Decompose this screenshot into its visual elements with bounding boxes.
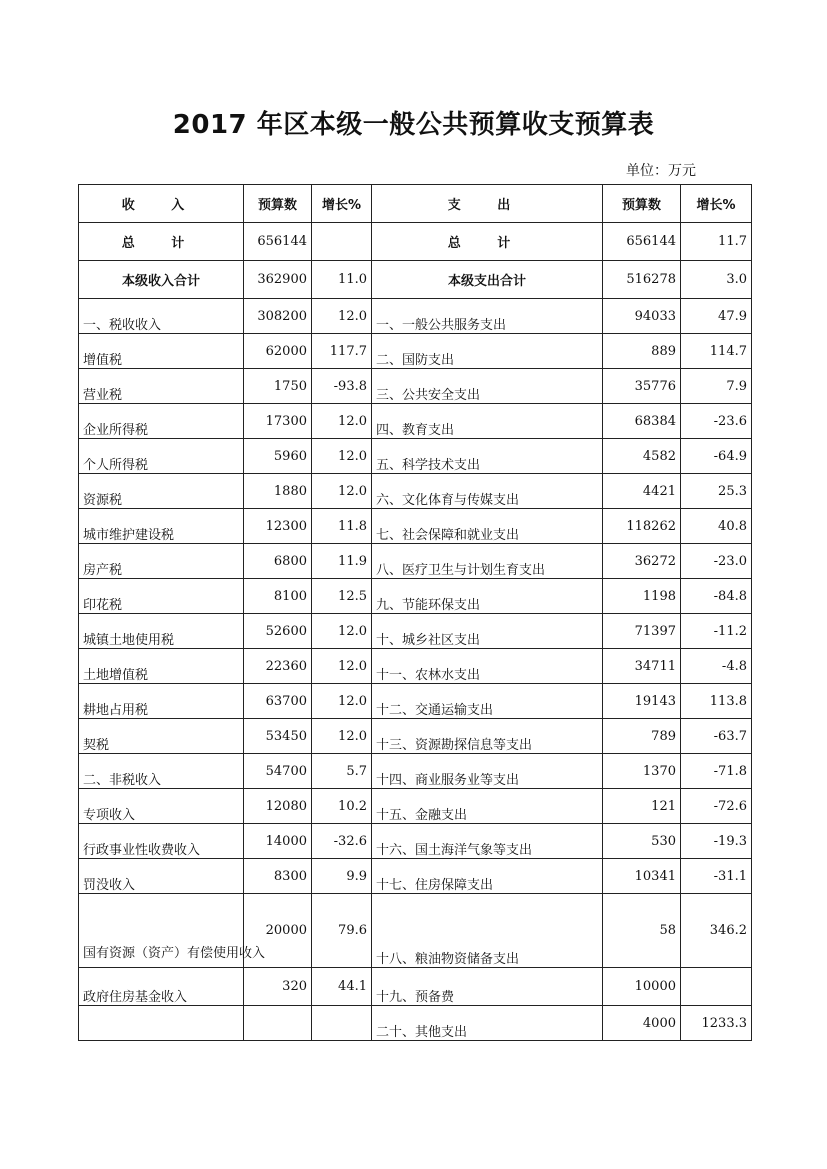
income-item: 增值税	[79, 334, 244, 369]
expense-budget: 19143	[603, 684, 681, 719]
expense-growth: -23.6	[681, 404, 752, 439]
expense-item: 二十、其他支出	[372, 1006, 603, 1041]
table-row	[79, 968, 752, 1006]
expense-growth: -31.1	[681, 859, 752, 894]
table-row	[79, 754, 752, 789]
income-growth: 10.2	[312, 789, 372, 824]
income-subtotal-growth: 11.0	[312, 261, 372, 299]
income-budget: 1750	[244, 369, 312, 404]
table-row	[79, 579, 752, 614]
income-header: 收 入	[79, 185, 244, 223]
table-row	[79, 544, 752, 579]
expense-budget: 889	[603, 334, 681, 369]
income-budget: 20000	[244, 894, 312, 968]
expense-item: 六、文化体育与传媒支出	[372, 474, 603, 509]
expense-budget: 121	[603, 789, 681, 824]
income-budget: 54700	[244, 754, 312, 789]
expense-growth: 113.8	[681, 684, 752, 719]
income-budget: 14000	[244, 824, 312, 859]
expense-budget: 530	[603, 824, 681, 859]
income-growth: 12.0	[312, 684, 372, 719]
expense-item: 十六、国土海洋气象等支出	[372, 824, 603, 859]
income-total-growth	[312, 223, 372, 261]
table-row	[79, 789, 752, 824]
table-row	[79, 859, 752, 894]
income-total-label: 总 计	[79, 223, 244, 261]
budget-table-body	[79, 185, 752, 1041]
income-item: 城市维护建设税	[79, 509, 244, 544]
expense-growth: 7.9	[681, 369, 752, 404]
table-row	[79, 369, 752, 404]
income-growth: -93.8	[312, 369, 372, 404]
expense-item: 二、国防支出	[372, 334, 603, 369]
income-budget: 12080	[244, 789, 312, 824]
income-item: 个人所得税	[79, 439, 244, 474]
expense-item: 一、一般公共服务支出	[372, 299, 603, 334]
income-budget: 5960	[244, 439, 312, 474]
income-item: 城镇土地使用税	[79, 614, 244, 649]
income-budget: 22360	[244, 649, 312, 684]
expense-growth: 40.8	[681, 509, 752, 544]
income-budget: 320	[244, 968, 312, 1006]
expense-item: 十五、金融支出	[372, 789, 603, 824]
income-item: 土地增值税	[79, 649, 244, 684]
expense-growth: -72.6	[681, 789, 752, 824]
table-row	[79, 824, 752, 859]
expense-budget: 789	[603, 719, 681, 754]
expense-budget: 4421	[603, 474, 681, 509]
income-subtotal-label: 本级收入合计	[79, 261, 244, 299]
income-item: 耕地占用税	[79, 684, 244, 719]
expense-budget: 4582	[603, 439, 681, 474]
expense-item: 九、节能环保支出	[372, 579, 603, 614]
expense-budget: 10341	[603, 859, 681, 894]
income-budget	[244, 1006, 312, 1041]
expense-growth: -4.8	[681, 649, 752, 684]
expense-growth: -64.9	[681, 439, 752, 474]
income-growth: -32.6	[312, 824, 372, 859]
income-growth: 117.7	[312, 334, 372, 369]
income-item: 房产税	[79, 544, 244, 579]
table-row	[79, 614, 752, 649]
income-total-budget: 656144	[244, 223, 312, 261]
expense-item: 八、医疗卫生与计划生育支出	[372, 544, 603, 579]
income-growth: 12.5	[312, 579, 372, 614]
expense-growth-header: 增长%	[681, 185, 752, 223]
income-item: 罚没收入	[79, 859, 244, 894]
income-item: 一、税收收入	[79, 299, 244, 334]
expense-growth: 1233.3	[681, 1006, 752, 1041]
expense-item: 十、城乡社区支出	[372, 614, 603, 649]
header-row	[79, 185, 752, 223]
expense-budget: 68384	[603, 404, 681, 439]
expense-total-budget: 656144	[603, 223, 681, 261]
expense-growth: 346.2	[681, 894, 752, 968]
income-growth: 12.0	[312, 474, 372, 509]
expense-growth: -63.7	[681, 719, 752, 754]
table-row	[79, 894, 752, 968]
income-item: 契税	[79, 719, 244, 754]
table-row	[79, 509, 752, 544]
expense-budget: 1198	[603, 579, 681, 614]
income-item: 资源税	[79, 474, 244, 509]
expense-growth: -71.8	[681, 754, 752, 789]
expense-item: 三、公共安全支出	[372, 369, 603, 404]
expense-budget: 94033	[603, 299, 681, 334]
expense-budget: 36272	[603, 544, 681, 579]
income-growth: 11.9	[312, 544, 372, 579]
table-row	[79, 299, 752, 334]
expense-growth: 114.7	[681, 334, 752, 369]
expense-item: 十四、商业服务业等支出	[372, 754, 603, 789]
subtotal-row	[79, 261, 752, 299]
expense-item: 十一、农林水支出	[372, 649, 603, 684]
expense-subtotal-budget: 516278	[603, 261, 681, 299]
expense-budget: 10000	[603, 968, 681, 1006]
expense-item: 十三、资源勘探信息等支出	[372, 719, 603, 754]
expense-item: 十二、交通运输支出	[372, 684, 603, 719]
expense-growth: 25.3	[681, 474, 752, 509]
table-row	[79, 684, 752, 719]
table-row	[79, 404, 752, 439]
expense-item: 十七、住房保障支出	[372, 859, 603, 894]
expense-budget: 71397	[603, 614, 681, 649]
income-growth: 9.9	[312, 859, 372, 894]
income-budget-header: 预算数	[244, 185, 312, 223]
income-subtotal-budget: 362900	[244, 261, 312, 299]
expense-subtotal-label: 本级支出合计	[372, 261, 603, 299]
income-budget: 63700	[244, 684, 312, 719]
expense-growth	[681, 968, 752, 1006]
income-budget: 17300	[244, 404, 312, 439]
expense-growth: -11.2	[681, 614, 752, 649]
income-growth: 79.6	[312, 894, 372, 968]
expense-subtotal-growth: 3.0	[681, 261, 752, 299]
income-item: 营业税	[79, 369, 244, 404]
table-row	[79, 334, 752, 369]
expense-budget: 34711	[603, 649, 681, 684]
table-row	[79, 439, 752, 474]
budget-table	[78, 184, 752, 1041]
income-budget: 1880	[244, 474, 312, 509]
income-budget: 8100	[244, 579, 312, 614]
income-item: 行政事业性收费收入	[79, 824, 244, 859]
expense-growth: -23.0	[681, 544, 752, 579]
table-row	[79, 649, 752, 684]
expense-budget-header: 预算数	[603, 185, 681, 223]
expense-budget: 35776	[603, 369, 681, 404]
expense-item: 七、社会保障和就业支出	[372, 509, 603, 544]
income-growth: 44.1	[312, 968, 372, 1006]
expense-budget: 4000	[603, 1006, 681, 1041]
expense-budget: 118262	[603, 509, 681, 544]
expense-item: 十九、预备费	[372, 968, 603, 1006]
income-budget: 8300	[244, 859, 312, 894]
expense-growth: -84.8	[681, 579, 752, 614]
expense-total-label: 总 计	[372, 223, 603, 261]
table-row	[79, 1006, 752, 1041]
income-item: 二、非税收入	[79, 754, 244, 789]
income-growth: 12.0	[312, 719, 372, 754]
income-growth: 11.8	[312, 509, 372, 544]
income-growth: 12.0	[312, 439, 372, 474]
table-row	[79, 719, 752, 754]
income-growth: 5.7	[312, 754, 372, 789]
expense-item: 十八、粮油物资储备支出	[372, 894, 603, 968]
income-growth	[312, 1006, 372, 1041]
income-growth: 12.0	[312, 404, 372, 439]
expense-total-growth: 11.7	[681, 223, 752, 261]
expense-header: 支 出	[372, 185, 603, 223]
income-budget: 6800	[244, 544, 312, 579]
income-budget: 52600	[244, 614, 312, 649]
income-growth: 12.0	[312, 299, 372, 334]
income-growth: 12.0	[312, 614, 372, 649]
income-growth: 12.0	[312, 649, 372, 684]
expense-growth: -19.3	[681, 824, 752, 859]
unit-label: 单位：万元	[626, 163, 696, 179]
expense-item: 四、教育支出	[372, 404, 603, 439]
income-item: 企业所得税	[79, 404, 244, 439]
expense-growth: 47.9	[681, 299, 752, 334]
income-growth-header: 增长%	[312, 185, 372, 223]
income-item: 专项收入	[79, 789, 244, 824]
income-budget: 12300	[244, 509, 312, 544]
income-item: 国有资源（资产）有偿使用收入	[79, 894, 244, 968]
expense-budget: 1370	[603, 754, 681, 789]
income-item	[79, 1006, 244, 1041]
expense-item: 五、科学技术支出	[372, 439, 603, 474]
table-row	[79, 474, 752, 509]
income-budget: 53450	[244, 719, 312, 754]
total-row	[79, 223, 752, 261]
income-item: 印花税	[79, 579, 244, 614]
income-budget: 62000	[244, 334, 312, 369]
income-budget: 308200	[244, 299, 312, 334]
expense-budget: 58	[603, 894, 681, 968]
page-title: 2017 年区本级一般公共预算收支预算表	[172, 110, 655, 140]
income-item: 政府住房基金收入	[79, 968, 244, 1006]
